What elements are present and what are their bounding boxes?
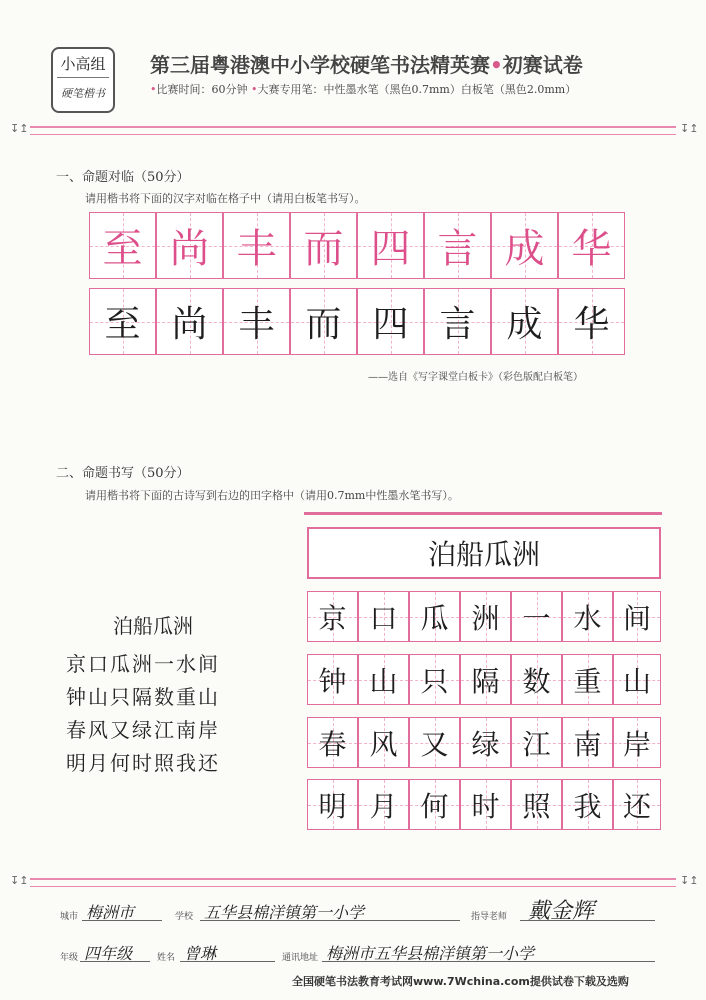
practice-cell[interactable] [357,288,424,355]
grid-cell[interactable] [409,717,460,768]
model-char: 丰 [236,226,277,272]
poem-line: 春风又绿江南岸 [66,718,220,742]
written-char: 何 [420,789,449,823]
title-suffix: 初赛试卷 [502,53,583,77]
written-char: 钟 [318,664,347,698]
grid-cell[interactable] [409,779,460,830]
grid-cell[interactable] [613,717,661,768]
practice-cell[interactable] [491,288,558,355]
written-char: 岸 [622,727,651,761]
written-char: 洲 [471,601,500,635]
exam-time: 比赛时间：60分钟 [156,83,248,96]
section1-instruction: 请用楷书将下面的汉字对临在格子中（请用白板笔书写）。 [85,192,366,205]
written-char: 京 [318,601,347,635]
name-field[interactable]: 曾琳 [184,944,217,963]
section2-instruction: 请用楷书将下面的古诗写到右边的田字格中（请用0.7mm中性墨水笔书写）。 [85,489,459,502]
poem-line: 京口瓜洲一水间 [66,652,220,676]
bullet-icon: • [251,83,258,96]
written-char: 只 [420,664,449,698]
grid-cell[interactable] [460,717,511,768]
website-note: 全国硬笔书法教育考试网www.7Wchina.com提供试卷下载及选购 [292,975,629,988]
written-title-box[interactable]: 泊船瓜洲 [307,527,661,579]
grid-cell[interactable] [307,717,358,768]
written-char: 四 [372,304,409,345]
grid-cell[interactable] [460,654,511,705]
grid-cell[interactable] [358,779,409,830]
model-char: 至 [102,226,143,272]
bottom-divider [30,878,676,887]
grid-cell[interactable] [460,779,511,830]
group-label: 小高组 [60,55,106,73]
practice-cell[interactable] [424,288,491,355]
city-underline [82,920,162,921]
address-field[interactable]: 梅洲市五华县棉洋镇第一小学 [326,944,535,963]
written-char: 江 [522,727,551,761]
model-char: 尚 [169,226,210,272]
divider-mark-icon: ↧↥ [10,874,29,887]
school-underline [200,920,460,921]
top-divider [30,126,676,135]
poem-line: 钟山只隔数重山 [66,685,220,709]
model-char: 四 [370,226,411,272]
written-char: 隔 [471,664,500,698]
written-char: 山 [369,664,398,698]
model-char: 华 [571,226,612,272]
page-title [150,49,583,78]
written-char: 山 [622,664,651,698]
written-char: 数 [522,664,551,698]
divider-mark-icon: ↧↥ [10,122,29,135]
grid-cell[interactable] [511,591,562,642]
written-char: 时 [471,789,500,823]
grade-field[interactable]: 四年级 [84,944,133,963]
model-char: 而 [303,226,344,272]
grid-cell[interactable] [409,591,460,642]
written-char: 至 [104,304,141,345]
model-cell [89,212,156,279]
written-char: 水 [573,601,602,635]
model-cell [223,212,290,279]
written-char: 我 [573,789,602,823]
model-cell [357,212,424,279]
written-char: 间 [622,601,651,635]
written-char: 明 [318,789,347,823]
written-char: 南 [573,727,602,761]
practice-cell[interactable] [89,288,156,355]
divider-mark-icon: ↧↥ [680,122,699,135]
grid-cell[interactable] [358,591,409,642]
written-char: 华 [573,304,610,345]
city-label: 城市 [60,912,79,922]
poem-line: 明月何时照我还 [66,751,220,775]
grid-cell[interactable] [358,654,409,705]
teacher-label: 指导老师 [471,912,508,922]
written-char: 一 [522,601,551,635]
written-char: 又 [420,727,449,761]
grid-cell[interactable] [562,591,613,642]
grid-cell[interactable] [562,654,613,705]
written-char: 风 [369,727,398,761]
source-note: ——选自《写字课堂白板卡》（彩色版配白板笔） [368,372,583,383]
written-char: 瓜 [420,601,449,635]
written-char: 重 [573,664,602,698]
address-label: 通讯地址 [282,953,319,963]
school-field[interactable]: 五华县棉洋镇第一小学 [204,903,365,922]
title-dot: • [490,53,503,77]
model-cell [491,212,558,279]
model-cell [424,212,491,279]
written-char: 还 [622,789,651,823]
practice-cell[interactable] [156,288,223,355]
written-char: 成 [506,304,543,345]
name-label: 姓名 [157,953,176,963]
exam-pens: 大赛专用笔：中性墨水笔（黑色0.7mm）白板笔（黑色2.0mm） [257,83,577,96]
grade-label: 年级 [60,953,79,963]
written-char: 尚 [171,304,208,345]
exam-info [150,81,576,97]
title-main: 第三届粤港澳中小学校硬笔书法精英赛 [150,53,490,77]
model-char: 成 [504,226,545,272]
address-underline [322,961,655,962]
written-char: 照 [522,789,551,823]
practice-cell[interactable] [290,288,357,355]
grid-cell[interactable] [511,779,562,830]
model-cell [558,212,625,279]
grade-underline [80,961,150,962]
written-char: 丰 [238,304,275,345]
teacher-field[interactable]: 戴金辉 [528,899,595,924]
name-underline [180,961,275,962]
grid-cell[interactable] [358,717,409,768]
grid-cell[interactable] [511,717,562,768]
teacher-underline [520,920,655,921]
grid-cell[interactable] [460,591,511,642]
grid-cell[interactable] [613,654,661,705]
practice-cell[interactable] [223,288,290,355]
grid-cell[interactable] [511,654,562,705]
model-char: 言 [437,226,478,272]
grid-cell[interactable] [562,717,613,768]
written-char: 春 [318,727,347,761]
grid-cell[interactable] [307,654,358,705]
grid-cell[interactable] [562,779,613,830]
written-char: 而 [305,304,342,345]
section2-heading: 二、命题书写（50分） [56,466,190,481]
grid-cell[interactable] [307,779,358,830]
category-label: 硬笔楷书 [61,87,105,100]
written-char: 口 [369,601,398,635]
grid-cell[interactable] [307,591,358,642]
model-cell [156,212,223,279]
grid-cell[interactable] [613,779,661,830]
model-cell [290,212,357,279]
written-char: 绿 [471,727,500,761]
badge-divider [57,77,109,78]
section1-heading: 一、命题对临（50分） [56,170,190,185]
written-char: 言 [439,304,476,345]
written-char: 月 [369,789,398,823]
school-label: 学校 [175,912,194,922]
divider-mark-icon: ↧↥ [680,874,699,887]
grid-cell[interactable] [613,591,661,642]
city-field[interactable]: 梅洲市 [86,903,135,922]
practice-cell[interactable] [558,288,625,355]
group-badge [51,47,115,113]
poem-title: 泊船瓜洲 [113,614,193,638]
grid-cell[interactable] [409,654,460,705]
bullet-icon: • [150,83,157,96]
